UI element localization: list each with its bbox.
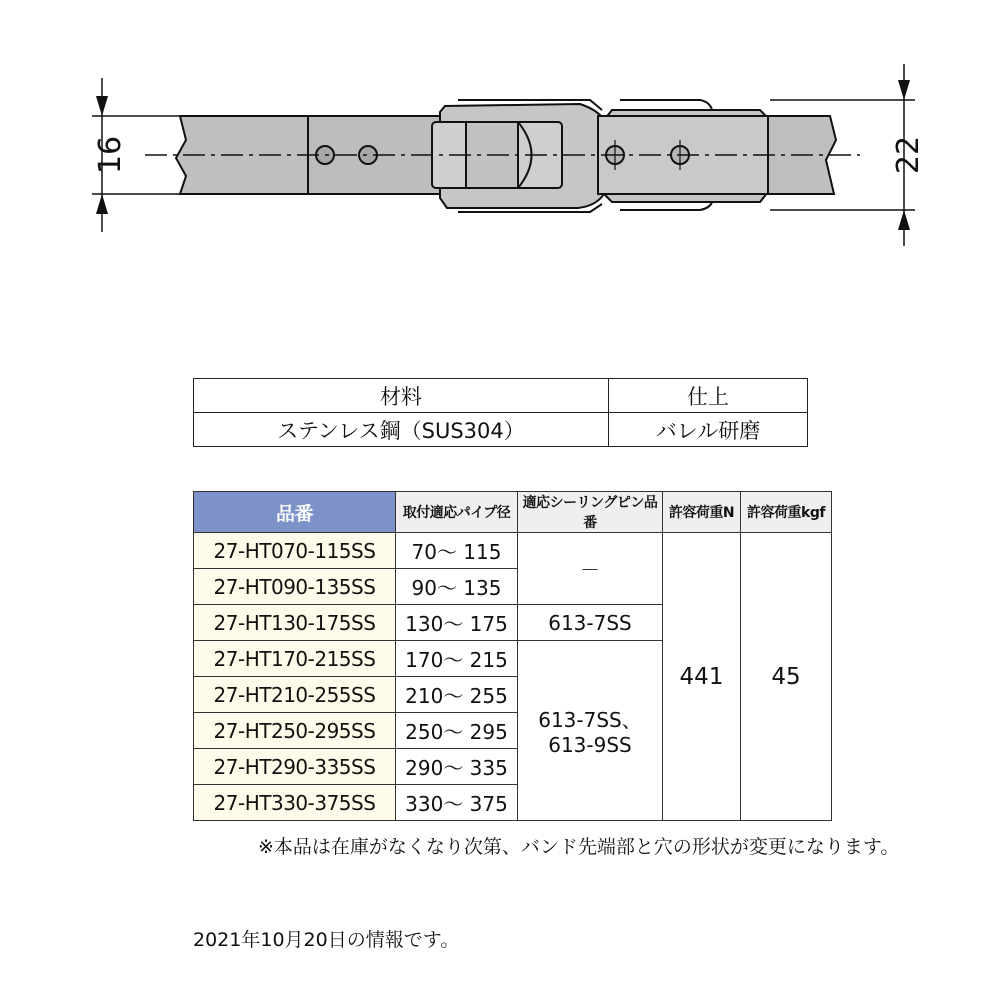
part-number: 27-HT330-375SS: [194, 785, 396, 821]
header-pipe-diameter: 取付適応パイプ径: [396, 492, 518, 533]
finish-header: 仕上: [609, 379, 808, 413]
pipe-diameter: 90～ 135: [396, 569, 518, 605]
dim-22-label: 22: [891, 135, 926, 175]
part-number: 27-HT130-175SS: [194, 605, 396, 641]
part-number: 27-HT070-115SS: [194, 533, 396, 569]
header-sealing-pin: 適応シーリングピン品番: [518, 492, 663, 533]
header-load-n: 許容荷重N: [663, 492, 741, 533]
material-header: 材料: [194, 379, 609, 413]
pipe-diameter: 170～ 215: [396, 641, 518, 677]
part-number: 27-HT090-135SS: [194, 569, 396, 605]
pipe-diameter: 210～ 255: [396, 677, 518, 713]
load-kgf: 45: [741, 533, 832, 821]
header-load-kgf: 許容荷重kgf: [741, 492, 832, 533]
material-value: ステンレス鋼（SUS304）: [194, 413, 609, 447]
sealing-pin: 613-7SS、 613-9SS: [518, 641, 663, 821]
finish-value: バレル研磨: [609, 413, 808, 447]
part-number: 27-HT170-215SS: [194, 641, 396, 677]
header-part-number: 品番: [194, 492, 396, 533]
spec-table: [193, 491, 832, 821]
pipe-diameter: 330～ 375: [396, 785, 518, 821]
pipe-diameter: 70～ 115: [396, 533, 518, 569]
table-row: [194, 533, 832, 569]
info-date-footer: 2021年10月20日の情報です。: [193, 929, 460, 951]
part-number: 27-HT290-335SS: [194, 749, 396, 785]
pipe-diameter: 130～ 175: [396, 605, 518, 641]
latch-technical-drawing: [0, 0, 1000, 300]
part-number: 27-HT250-295SS: [194, 713, 396, 749]
dim-16-label: 16: [93, 135, 128, 175]
sealing-pin: 613-7SS: [518, 605, 663, 641]
load-n: 441: [663, 533, 741, 821]
sealing-pin: －: [518, 533, 663, 605]
pipe-diameter: 290～ 335: [396, 749, 518, 785]
material-table: [193, 378, 808, 447]
pipe-diameter: 250～ 295: [396, 713, 518, 749]
stock-change-note: ※本品は在庫がなくなり次第、バンド先端部と穴の形状が変更になります。: [258, 836, 900, 858]
part-number: 27-HT210-255SS: [194, 677, 396, 713]
